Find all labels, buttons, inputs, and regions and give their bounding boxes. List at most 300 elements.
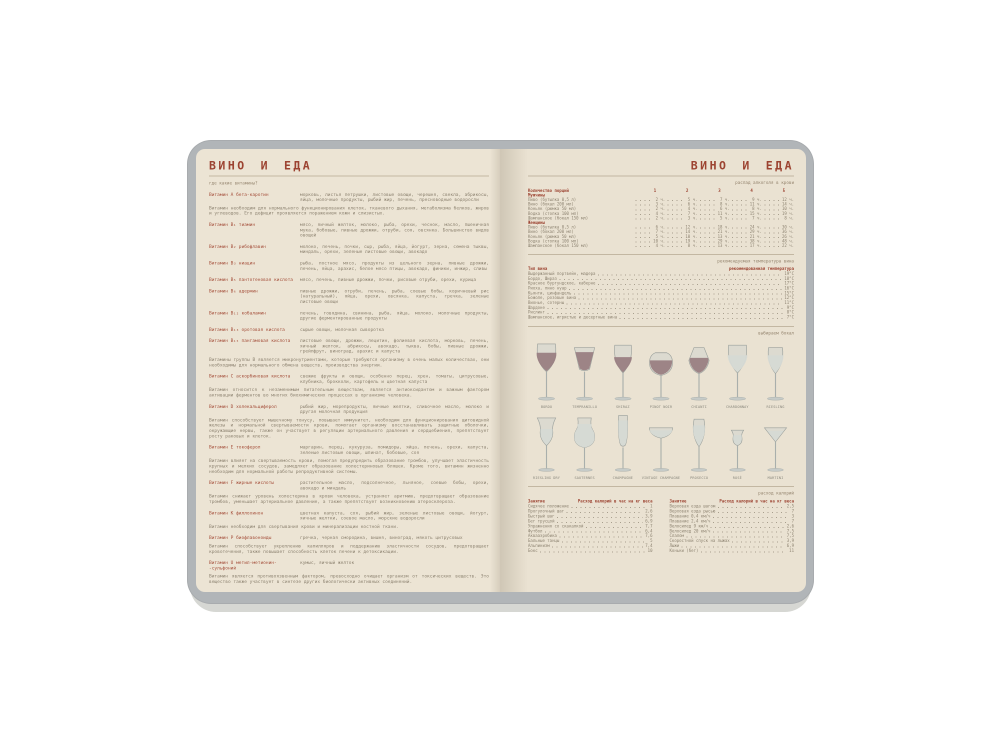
row-label: Лыжи (669, 543, 680, 549)
vitamin-entry (209, 374, 489, 385)
wine-glass-icon (681, 413, 718, 475)
table-row (528, 216, 794, 221)
row-label: Сидячее положение (528, 504, 569, 509)
right-page-title: ВИНО И ЕДА (690, 159, 794, 173)
wine-glass-icon (528, 413, 565, 475)
dot-leader (764, 219, 782, 220)
dot-leader (711, 527, 785, 528)
dot-leader (732, 246, 747, 247)
row-label: Верховая езда шагом (669, 504, 716, 509)
dot-leader (636, 205, 654, 206)
cell-value: 5 ч. (687, 197, 698, 202)
cell-value: 11 ч. (717, 211, 730, 216)
vitamin-note: Витамин необходим для свертывания крови и минерализации костной ткани. (209, 524, 399, 530)
row-label: Бордо, Шираз (528, 276, 557, 281)
column-header-temperature: рекомендованная температура (728, 266, 794, 271)
dot-leader (764, 209, 779, 210)
wine-glass-icon (528, 340, 566, 404)
wine-glass (566, 340, 603, 409)
divider (528, 486, 794, 487)
table-group-label: Мужчины (528, 192, 545, 198)
column-header: 5 (782, 188, 786, 193)
vitamin-foods: гречка, черная смородина, вишня, виноград, мякоть цитрусовых (300, 535, 463, 541)
cell-value: 24 ч. (749, 225, 762, 230)
cell-value: 2 ч. (655, 215, 666, 221)
table-cell (665, 244, 697, 249)
vitamin-name: Витамин F жирные кислоты (209, 480, 275, 486)
cell-value: 16°C (784, 285, 794, 291)
wine-glass (681, 340, 718, 409)
row-label: Вионье, сотерны (528, 300, 565, 306)
row-label: Слалом (669, 533, 684, 539)
row-label: Альпинизм (528, 543, 550, 549)
left-page-title: ВИНО И ЕДА (209, 159, 313, 173)
dot-leader (700, 242, 715, 243)
dot-leader (713, 522, 789, 523)
row-label: Бокс (528, 548, 538, 554)
table-row (528, 244, 794, 249)
wine-glass-icon (642, 413, 679, 475)
dot-leader (732, 200, 750, 201)
cell-value: 21 ч. (749, 234, 762, 239)
row-label: Аквааэробика (528, 533, 557, 539)
dot-leader (547, 308, 784, 309)
cell-value: 4 ч. (655, 211, 666, 216)
vitamin-entry (209, 445, 489, 456)
dot-leader (636, 200, 654, 201)
notebook-page-left (196, 149, 500, 592)
dot-leader (636, 209, 654, 210)
cell-value: 3 ч. (687, 215, 698, 221)
cell-value: 8°C (786, 310, 794, 315)
cell-value: 10 ч. (781, 206, 795, 212)
cell-value: 1 (650, 504, 653, 509)
wine-glass (528, 413, 565, 480)
wine-glass (604, 340, 641, 409)
vitamin-name: Витамин Р биофлавоноиды (209, 535, 272, 541)
vitamin-foods: маргарин, перец, кукуруза, помидоры, яйца, печень, орехи, капуста, зеленые листовые овощи, шпинат, бобовые, соя (300, 445, 489, 456)
cell-value: 8 ч. (687, 243, 698, 249)
column-header-rate: Расход калорий в час на кг веса (719, 499, 794, 504)
dot-leader (764, 200, 779, 201)
wine-glasses-row-1 (528, 340, 794, 409)
dot-leader (764, 242, 779, 243)
dot-leader (579, 299, 782, 300)
dot-leader (569, 289, 782, 290)
row-label: Божоле, розовые вина (528, 295, 577, 301)
cell-value: 5 (650, 538, 653, 544)
table-row (528, 549, 653, 554)
row-label: Плавание 2,4 км/ч (669, 518, 711, 524)
vitamin-name: Витамин U метил-метионин- -сульфоний (209, 560, 277, 571)
dot-leader (732, 228, 747, 229)
cell-value: 4 ч. (655, 243, 666, 249)
cell-value: 14 ч. (685, 229, 698, 235)
dot-leader (571, 507, 647, 508)
table-cell (762, 244, 794, 249)
cell-value: 7,4 (645, 543, 653, 549)
dot-leader (764, 205, 779, 206)
dot-leader (574, 294, 782, 295)
cell-value: 19°C (784, 271, 794, 276)
cell-value: 6,9 (645, 518, 653, 524)
vitamin-note: Витамин является противоязвенным фактором, превосходно очищает организм от токсических веществ. Это вещество также участвует в синтезе других биологически активных соединений. (209, 574, 489, 585)
calories-column-right (670, 499, 795, 554)
wine-glass-label: CHIANTI (691, 405, 708, 410)
vitamin-entry (209, 561, 489, 572)
dot-leader (636, 246, 654, 247)
vitamin-foods: кумыс, яичный желток (300, 560, 355, 566)
wine-glasses-row-2 (528, 413, 794, 480)
dot-leader (732, 237, 747, 238)
column-header-rate: Расход калорий в час на кг веса (577, 499, 653, 504)
cell-value: 6,4 (645, 528, 653, 534)
cell-value: 3,9 (645, 513, 653, 519)
cell-value: 29 ч. (717, 238, 730, 244)
row-label: Шардоне (528, 305, 545, 310)
vitamin-foods: морковь, листья петрушки, листовые овощи, черешня, свекла, абрикосы, яйца, молочные продукты, рыбий жир, печень, пресноводные водоросли (300, 192, 489, 203)
left-page-subtitle: где какие витамины? (209, 181, 258, 186)
calories-table (528, 499, 794, 554)
vitamin-entry (209, 536, 489, 541)
alcohol-table (528, 188, 794, 248)
dot-leader (700, 200, 718, 201)
cell-value: 7,5 (786, 528, 794, 534)
temperature-section-label: рекомендуемая температура вина (717, 259, 794, 265)
dot-leader (668, 205, 686, 206)
cell-value: 7,5 (786, 533, 794, 539)
dot-leader (764, 246, 779, 247)
vitamin-foods: свежие фрукты и овощи, особенно перец, хрен, томаты, цитрусовые, клубника, брокколи, картофель и цветная капуста (300, 374, 489, 385)
dot-leader (668, 228, 683, 229)
dot-leader (718, 512, 789, 513)
dot-leader (732, 209, 750, 210)
vitamin-entry (209, 511, 489, 522)
vitamin-entry (209, 278, 489, 283)
row-label: Рислинг (528, 310, 545, 315)
dot-leader (700, 214, 715, 215)
dot-leader (567, 303, 782, 304)
cell-value: 14 ч. (781, 202, 795, 207)
table-row (528, 315, 794, 320)
vitamin-note: Витамин снижает уровень холестерина в крови человека, устраняет аритмию, предотвращает образование тромбов, уменьшает артериальное давление, а также препятствует возникновению атеросклероза. (209, 494, 489, 505)
row-label: Шампанское (бокал 150 мл) (528, 243, 589, 249)
column-header-activity: Занятие (528, 499, 545, 504)
row-label: Вино (бокал 200 мл) (528, 229, 574, 235)
wine-glass (757, 413, 794, 480)
row-label: Шампанское (бокал 150 мл) (528, 215, 589, 221)
calories-section-label: расход калорий (758, 491, 794, 497)
dot-leader (764, 214, 779, 215)
cell-value: 22 ч. (781, 243, 795, 249)
vitamin-name: Витамин B₁ тиамин (209, 222, 256, 228)
cell-value: 36 ч. (781, 229, 795, 235)
row-label: Коньки (бег) (669, 548, 699, 554)
row-label: Коньяк (рюмка 50 мл) (528, 206, 577, 212)
dot-leader (713, 517, 789, 518)
cell-value: 7°C (786, 315, 794, 320)
vitamin-entry (209, 261, 489, 272)
cell-value: 26 ч. (781, 234, 795, 239)
wine-glass-label: TEMPRANILLO (572, 405, 598, 410)
dot-leader (700, 205, 718, 206)
vitamin-foods: сырые овощи, молочная сыворотка (300, 327, 384, 333)
cell-value: 19 ч. (685, 238, 698, 244)
cell-value: 3,9 (786, 538, 794, 544)
wine-glass-icon (757, 413, 794, 475)
wine-glass-label: PINOT NOIR (649, 405, 673, 410)
table-cell (762, 216, 794, 221)
alcohol-section-label: распад алкоголя в крови (735, 180, 794, 186)
table-cell (730, 216, 762, 221)
vitamin-name: Витамин B₁₂ кобаламин (209, 310, 266, 316)
dot-leader (700, 232, 715, 233)
wine-glass (681, 413, 718, 480)
dot-leader (700, 237, 715, 238)
cell-value: 5 ч. (719, 215, 730, 221)
row-label: Футбол (528, 528, 543, 534)
row-label: Выдержанный портвейн, мадера (528, 271, 596, 276)
divider (209, 176, 489, 177)
wine-glass-label: MARTINI (767, 476, 784, 481)
dot-leader (620, 318, 785, 319)
dot-leader (636, 214, 654, 215)
vitamin-name: Витамин B₁₅ пангамовая кислота (209, 338, 291, 344)
wine-glass-icon (642, 340, 680, 404)
cell-value: 8 ч. (719, 202, 730, 207)
vitamin-entry (209, 311, 489, 322)
cell-value: 4 ч. (687, 206, 698, 212)
row-label: Бег трусцой (528, 518, 555, 524)
wine-glass-icon (756, 340, 794, 404)
row-label: Велосипед 9 км/ч (669, 523, 709, 529)
wine-glass-icon (604, 413, 641, 475)
dot-leader (732, 205, 747, 206)
vitamin-foods: рыба, постное мясо, продукты из цельного зерна, пивные дрожжи, печень, яйца, арахис, белое мясо птицы, авокадо, финики, инжир, сливы (300, 260, 489, 272)
column-header-activity: Занятие (669, 499, 687, 504)
dot-leader (764, 232, 779, 233)
vitamin-note: Витамины группы В является микронутриентами, которые требуются организму в очень малых количествах, они необходимы для нормального обмена веществ, производства энергии. (209, 357, 489, 368)
row-label: Вино (бокал 200 мл) (528, 202, 574, 207)
vitamin-foods: печень, говядина, свинина, рыба, яйца, молоко, молочные продукты, другие ферментированные продукты (300, 310, 489, 322)
wine-glass-icon (566, 340, 604, 404)
dot-leader (636, 242, 651, 243)
dot-leader (540, 552, 645, 553)
vitamin-entry (209, 222, 489, 238)
divider (528, 326, 794, 327)
glasses-section-label: выбираем бокал (758, 330, 794, 336)
vitamin-entry (209, 481, 489, 492)
wine-glass-icon (680, 340, 718, 404)
cell-value: 6 ч. (655, 225, 666, 230)
row-label: Водка (стопка 100 мл) (528, 238, 579, 244)
vitamin-name: Витамин B₅ пантотеновая кислота (209, 277, 293, 283)
wine-glass-label: RIESLING (766, 405, 785, 410)
cell-value: 11 ч. (749, 202, 762, 207)
wine-glass-label: PROSECCO (690, 476, 709, 481)
table-row (670, 549, 795, 554)
vitamin-name: Витамин Е токоферол (209, 445, 261, 451)
cell-value: 8 ч. (752, 206, 762, 212)
wine-glass-label: CHARDONNAY (726, 405, 749, 410)
row-label: Коньяк (рюмка 50 мл) (528, 234, 577, 239)
row-label: Шампанское, игристые и десертные вина (528, 315, 618, 320)
wine-glass-label: VINTAGE CHAMPAGNE (641, 476, 681, 481)
dot-leader (598, 274, 782, 275)
cell-value: 15°C (784, 290, 794, 296)
vitamin-name: Витамин К филлохинон (209, 510, 264, 516)
row-label: Скоростной спуск на лыжах (669, 538, 730, 544)
wine-glass-label: SHIRAZ (616, 405, 630, 410)
dot-leader (732, 214, 747, 215)
row-label: Водка (стопка 100 мл) (528, 211, 579, 216)
dot-leader (636, 219, 654, 220)
wine-glass (642, 413, 679, 480)
dot-leader (764, 237, 779, 238)
row-label: Пиво (бутылка 0,5 л) (528, 197, 577, 202)
vitamin-foods: мясо, яичный желток, молоко, рыба, орехи, чеснок, масло, пшеничная мука, бобовые, пивные дрожжи, отруби, соя, овсянка. Большинство видов овощей (300, 222, 489, 239)
wine-glass-icon (566, 413, 603, 475)
dot-leader (557, 517, 643, 518)
wine-glass (719, 340, 756, 409)
cell-value: 10 (647, 548, 653, 554)
dot-leader (668, 242, 683, 243)
cell-value: 17 ч. (749, 243, 762, 249)
wine-glass-label: SAUTERNES (574, 476, 595, 481)
dot-leader (686, 537, 784, 538)
table-cell (697, 216, 729, 221)
cell-value: 7 ч. (752, 215, 762, 221)
dot-leader (732, 542, 784, 543)
dot-leader (668, 200, 686, 201)
cell-value: 7 (791, 518, 794, 524)
vitamin-name: Витамин B₆ адермин (209, 288, 258, 294)
wine-glass-label: ROSÉ (732, 476, 742, 481)
row-label: Кьянти, цинфандель (528, 290, 572, 296)
vitamin-foods: рыбий жир, морепродукты, яичные желтки, сливочное масло, молоко и другая молочная продукция (300, 404, 489, 415)
cell-value: 21 ч. (717, 229, 730, 235)
row-label: Верховая езда рысью (669, 508, 716, 514)
vitamin-name: Витамин B₁₃ оротовая кислота (209, 327, 285, 333)
table-cell (633, 216, 665, 221)
dot-leader (567, 512, 643, 513)
vitamin-name: Витамин B₂ рибофлавин (209, 244, 266, 250)
vitamin-entry (209, 244, 489, 255)
dot-leader (586, 527, 643, 528)
cell-value: 7,6 (645, 533, 653, 539)
cell-value: 48 ч. (781, 238, 795, 244)
dot-leader (718, 507, 785, 508)
cell-value: 7 ч. (687, 211, 698, 216)
table-group-label: Женщины (528, 220, 545, 226)
cell-value: 10 ч. (685, 234, 698, 239)
dot-leader (668, 232, 683, 233)
cell-value: 7 ч. (655, 229, 666, 235)
cell-value: 29 ч. (749, 229, 762, 235)
dot-leader (713, 532, 784, 533)
vitamin-entry (209, 339, 489, 355)
dot-leader (557, 522, 643, 523)
table-cell (697, 244, 729, 249)
dot-leader (668, 219, 686, 220)
column-header: 3 (718, 188, 721, 193)
vitamin-note: Витамин способствует укреплению капилляров и поддержанию эластичности сосудов, предотвращает кровотечения, также повышает способность клеток печени к детоксикации. (209, 543, 489, 555)
notebook-page-right (500, 149, 806, 592)
vitamin-foods: растительное масло, подсолнечное, льняное, соевые бобы, орехи, авокадо и миндаль (300, 480, 489, 491)
wine-glass (528, 340, 565, 409)
row-label: Пиво (бутылка 0,5 л) (528, 225, 577, 230)
cell-value: 7 (791, 508, 794, 514)
wine-glass-label: CHAMPAGNE (612, 476, 633, 481)
cell-value: 2 ч. (655, 206, 666, 212)
cell-value: 38 ч. (749, 238, 762, 244)
dot-leader (668, 209, 686, 210)
cell-value: 15 ч. (749, 211, 762, 216)
dot-leader (668, 246, 686, 247)
divider (528, 254, 794, 255)
wine-glass (642, 340, 679, 409)
cell-value: 8 ч. (784, 215, 795, 221)
cell-value: 12 ч. (685, 225, 698, 230)
vitamin-entry (209, 404, 489, 415)
calories-column-left (528, 499, 653, 554)
vitamin-name: Витамин А бета-каротин (209, 192, 269, 198)
cell-value: 6 ч. (687, 202, 698, 207)
cell-value: 12 ч. (781, 197, 795, 202)
cell-value: 2 ч. (655, 197, 666, 202)
wine-glass (757, 340, 794, 409)
cell-value: 30 ч. (781, 225, 795, 230)
column-header: 2 (685, 188, 689, 193)
row-label: Прогулочный шаг (528, 508, 565, 514)
dot-leader (701, 552, 787, 553)
column-header: 1 (653, 188, 657, 193)
vitamin-note: Витамин необходим для нормального функционирования клеток, тканевого дыхания, метаболизма белков, жиров и углеводов. Его дефицит проявляется поражением кожи и слизистых. (209, 205, 489, 217)
dot-leader (700, 219, 718, 220)
dot-leader (732, 232, 747, 233)
vitamin-note: Витамин влияет на свертываемость крови, помогая предупредить образование тромбов, улучшает эластичность крупных и мелких сосудов, замедляет образование холестериновых бляшек. Кроме того, витамин жизненно необходим для нормальной работы репродуктивной системы. (209, 458, 489, 475)
dot-leader (552, 547, 643, 548)
dot-leader (547, 313, 784, 314)
alcohol-table-header-row (528, 188, 794, 193)
row-label: Красное бургундское, каберне (528, 281, 596, 286)
dot-leader (732, 242, 747, 243)
dot-leader (700, 209, 718, 210)
wine-glass (566, 413, 603, 480)
cell-value: 9°C (786, 305, 794, 310)
vitamin-name: Витамин С аскорбиновая кислота (209, 374, 291, 380)
wine-glass-icon (604, 340, 642, 404)
column-header: 4 (750, 188, 753, 193)
wine-glass-icon (719, 413, 756, 475)
dot-leader (636, 228, 654, 229)
cell-value: 11 (789, 548, 794, 554)
dot-leader (682, 547, 785, 548)
vitamin-name: Витамин D холекальциферол (209, 404, 277, 410)
cell-value: 18 ч. (717, 225, 730, 230)
vitamin-foods: молоко, печень, почки, сыр, рыба, яйца, йогурт, зерна, семена тыквы, миндаль, орехи, зеленые листовые овощи, авокадо (300, 244, 489, 255)
dot-leader (545, 532, 643, 533)
wine-glass (719, 413, 756, 480)
row-label: Быстрый шаг (528, 513, 555, 519)
cell-value: 6 ч. (719, 206, 730, 212)
vitamin-foods: мясо, печень, пивные дрожжи, почки, рисовые отруби, орехи, курица (300, 277, 477, 283)
dot-leader (559, 537, 642, 538)
dot-leader (764, 228, 779, 229)
row-label: Риоха, пино нуар (528, 285, 567, 291)
column-header: Количество порций (528, 188, 569, 193)
cell-value: 9 ч. (752, 197, 762, 202)
